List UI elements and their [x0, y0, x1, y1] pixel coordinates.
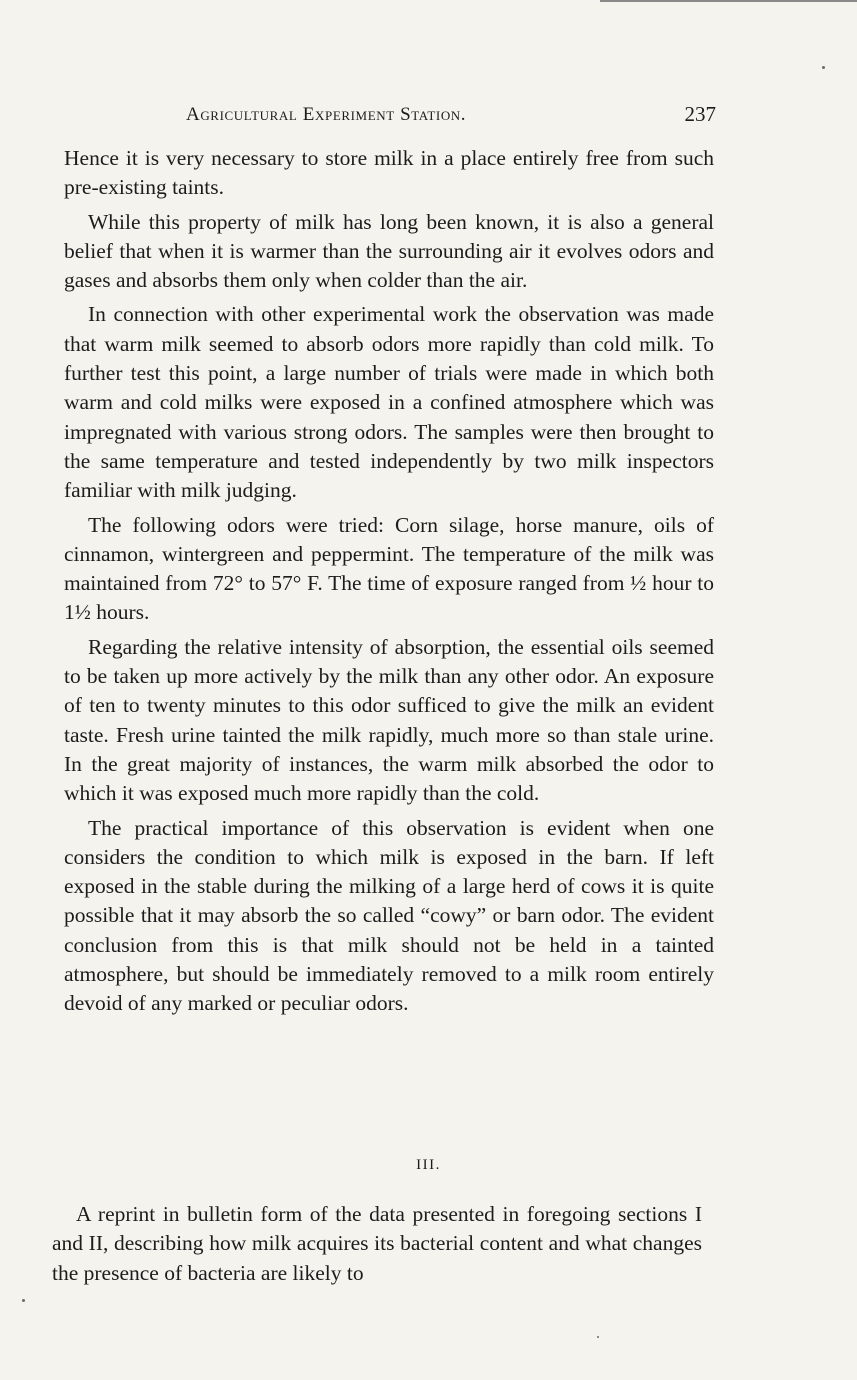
paper-speck	[22, 1299, 25, 1302]
paragraph: In connection with other experimental work the observation was made that warm milk seemed to absorb odors more rapidly than cold milk. To further test this point, a large number of trials were made in which both warm and cold milks were exposed in a confined atmosphere which was impregnated with various strong odors. The samples were then brought to the same temperature and tested independently by two milk inspectors familiar with milk judging.	[64, 302, 714, 503]
page-header	[186, 104, 716, 134]
page-edge-rule	[600, 0, 857, 2]
paragraph: A reprint in bulletin form of the data presented in foregoing sections I and II, describing how milk acquires its bacterial content and what changes the presence of bacteria are likely to	[52, 1202, 702, 1285]
paragraph: The practical importance of this observation is evident when one considers the condition to which milk is exposed in the barn. If left exposed in the stable during the milking of a large herd of cows it is quite possible that it may absorb the so called “cowy” or barn odor. The evident conclusion from this is that milk should not be held in a tainted atmosphere, but should be immediately removed to a milk room entirely devoid of any marked or peculiar odors.	[64, 815, 714, 1016]
paragraph: While this property of milk has long been known, it is also a general belief that when it is warmer than the surrounding air it evolves odors and gases and absorbs them only when colder than the air.	[64, 209, 714, 293]
paragraph: Hence it is very necessary to store milk in a place entirely free from such pre-existing taints.	[64, 146, 714, 200]
running-title: Agricultural Experiment Station.	[186, 104, 467, 125]
paragraph: The following odors were tried: Corn silage, horse manure, oils of cinnamon, wintergreen and peppermint. The temperature of the milk was maintained from 72° to 57° F. The time of exposure ranged from ½ hour to 1½ hours.	[64, 512, 714, 625]
section-body	[52, 1200, 702, 1288]
page-number: 237	[684, 102, 716, 126]
paper-speck	[822, 66, 825, 69]
paper-speck	[597, 1336, 599, 1338]
page-body	[64, 144, 714, 1024]
section-heading: III.	[416, 1157, 441, 1173]
paragraph: Regarding the relative intensity of absorption, the essential oils seemed to be taken up more actively by the milk than any other odor. An exposure of ten to twenty minutes to this odor sufficed to give the milk an evident taste. Fresh urine tainted the milk rapidly, much more so than stale urine. In the great majority of instances, the warm milk absorbed the odor to which it was exposed much more rapidly than the cold.	[64, 634, 714, 806]
